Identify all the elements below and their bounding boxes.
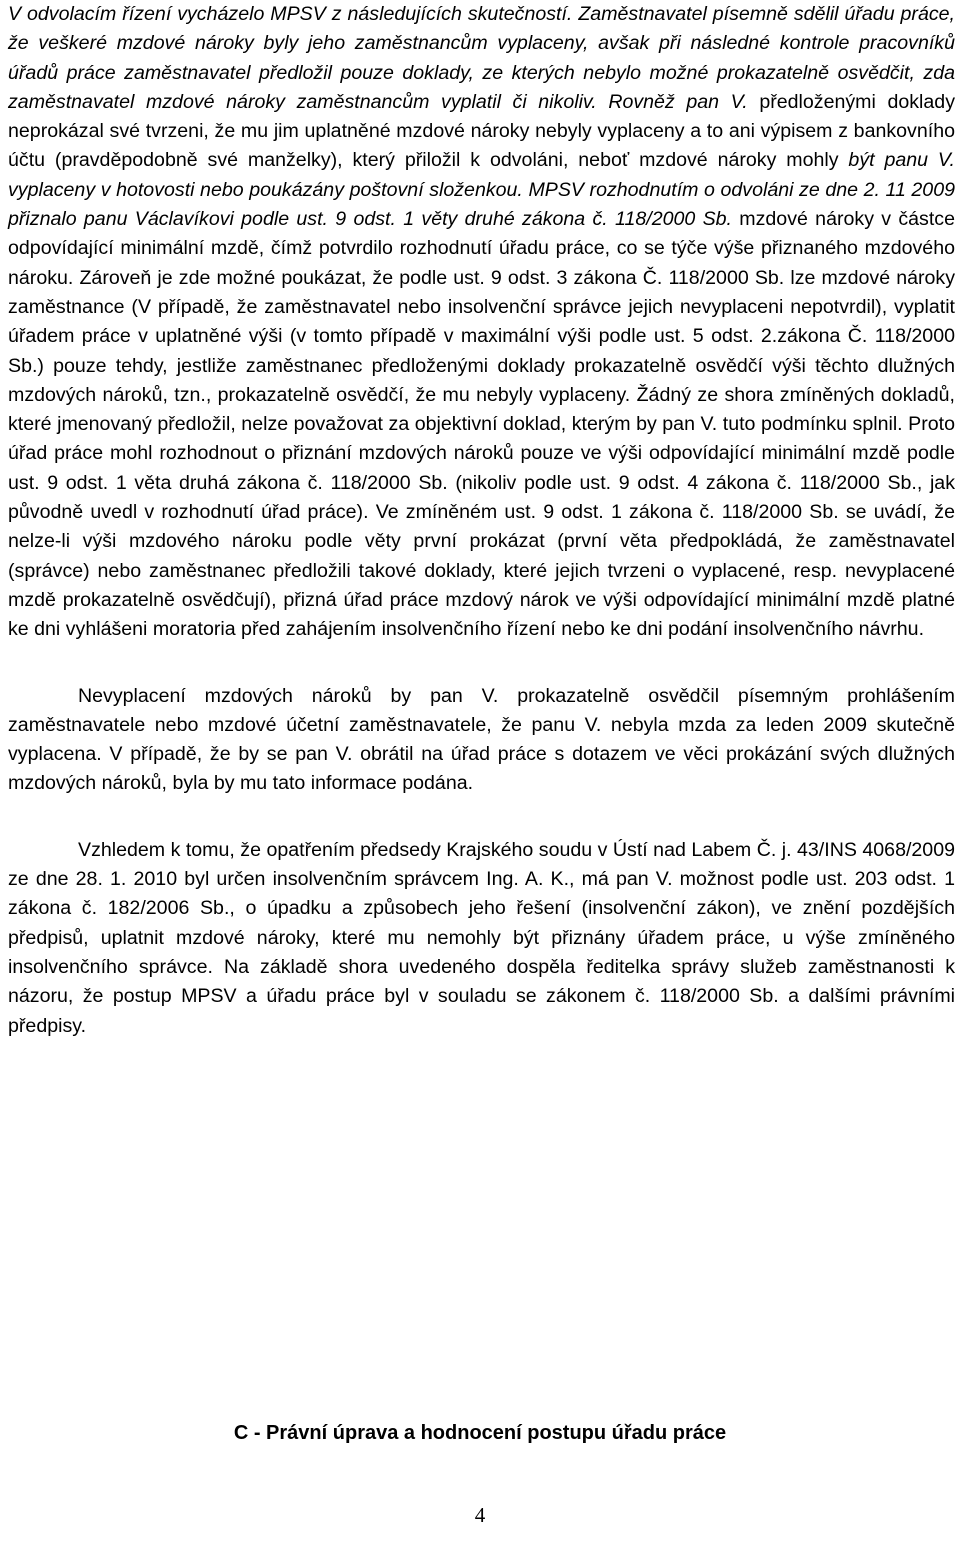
paragraph-nevyplaceni: Nevyplacení mzdových nároků by pan V. prokazatelně osvědčil písemným prohlášením zaměstnavatele nebo mzdové účetní zaměstnavatele, že panu V. nebyla mzda za leden 2009 skutečně vyplacena. V případě, že by se pan V. obrátil na úřad práce s dotazem ve věci prokázání svých dlužných mzdových nároků, byla by mu tato informace podána.	[8, 684, 955, 795]
paragraph-vzhledem: Vzhledem k tomu, že opatřením předsedy Krajského soudu v Ústí nad Labem Č. j. 43/INS 4068/2009 ze dne 28. 1. 2010 byl určen insolvenčním správcem Ing. A. K., má pan V. možnost podle ust. 203 odst. 1 zákona č. 182/2006 Sb., o úpadku a způsobech jeho řešení (insolvenční zákon), ve znění pozdějších předpisů, uplatnit mzdové nároky, které mu nemohly být přiznány úřadem práce, u výše zmíněného insolvenčního správce. Na základě shora uvedeného dospěla ředitelka správy služeb zaměstnanosti k názoru, že postup MPSV a úřadu práce byl v souladu se zákonem č. 118/2000 Sb. a dalšími právními předpisy.	[8, 838, 955, 1037]
section-heading: C - Právní úprava a hodnocení postupu úřadu práce	[233, 1422, 727, 1444]
page-number: 4	[474, 1503, 486, 1527]
paragraph-spacer	[8, 645, 955, 682]
text-normal-3: lze mzdové nároky zaměstnance (V případě, že zaměstnavatel nebo insolvenční správce jejich nevyplaceni nepotvrdil), vyplatit úřadem práce v uplatněné výši (v tomto případě v maximální výši podle ust. 5 odst. 2.zákona Č. 118/2000 Sb.) pouze tehdy, jestliže zaměstnanec předloženými doklady prokazatelně osvědčí výši těchto dlužných mzdových nároků, tzn., prokazatelně osvědčí, že mu nebyly vyplaceny.	[8, 266, 956, 406]
text-normal-2: mzdové nároky v částce odpovídající minimální mzdě, čímž potvrdilo rozhodnutí úřadu práce, co se týče výše přiznaného mzdového nároku. Zároveň je zde možné poukázat, že podle ust. 9 odst. 3 zákona Č. 118/2000 Sb.	[8, 208, 955, 289]
paragraph-spacer	[8, 799, 955, 836]
text-italic-2: být panu V. vyplaceny v hotovosti nebo poukázány poštovní složenkou. MPSV rozhodnutím o odvoláni ze dne 2. 11 2009 přiznalo panu Václavíkovi podle ust. 9 odst. 1 věty druhé zákona č. 118/2000 Sb.	[8, 149, 955, 231]
text-normal-1: předloženými doklady neprokázal své tvrzeni, že mu jim uplatněné mzdové nároky nebyly vyplaceny a to ani výpisem z bankovního účtu (pravděpodobně své manželky), který přiložil k odvoláni, neboť mzdové nároky mohly	[8, 90, 955, 172]
paragraph-odvolaci-rizeni	[8, 0, 955, 645]
document-body	[8, 0, 955, 1041]
text-normal-4: Žádný ze shora zmíněných dokladů, které jmenovaný předložil, nelze považovat za objektivní doklad, kterým by pan V. tuto podmínku splnil.	[8, 383, 955, 436]
text-italic-1: V odvolacím řízení vycházelo MPSV z následujících skutečností. Zaměstnavatel písemně sdělil úřadu práce, že veškeré mzdové nároky byly jeho zaměstnancům vyplaceny, avšak při následné kontrole pracovníků úřadů práce zaměstnavatel předložil pouze doklady, ze kterých nebylo možné prokazatelně osvědčit, zda zaměstnavatel mzdové nároky zaměstnancům vyplatil či nikoliv. Rovněž pan V.	[8, 3, 955, 113]
text-normal-5: Proto úřad práce mohl rozhodnout o přiznání mzdových nároků pouze ve výši odpovídající minimální mzdě podle ust. 9 odst. 1 věta druhá zákona č. 118/2000 Sb. (nikoliv podle ust. 9 odst. 4 zákona č. 118/2000 Sb., jak původně uvedl v rozhodnutí úřad práce). Ve zmíněném ust. 9 odst. 1 zákona č. 118/2000 Sb. se uvádí, že nelze-li výši mzdového nároku podle věty první prokázat (první věta předpokládá, že zaměstnavatel (správce) nebo zaměstnanec předložili takové doklady, které jejich tvrzeni o vyplacené, resp. nevyplacené mzdě prokazatelně osvědčují), přizná úřad práce mzdový nárok ve výši odpovídající minimální mzdě platné ke dni vyhlášeni moratoria před zahájením insolvenčního řízení nebo ke dni podání insolvenčního návrhu.	[8, 413, 955, 641]
